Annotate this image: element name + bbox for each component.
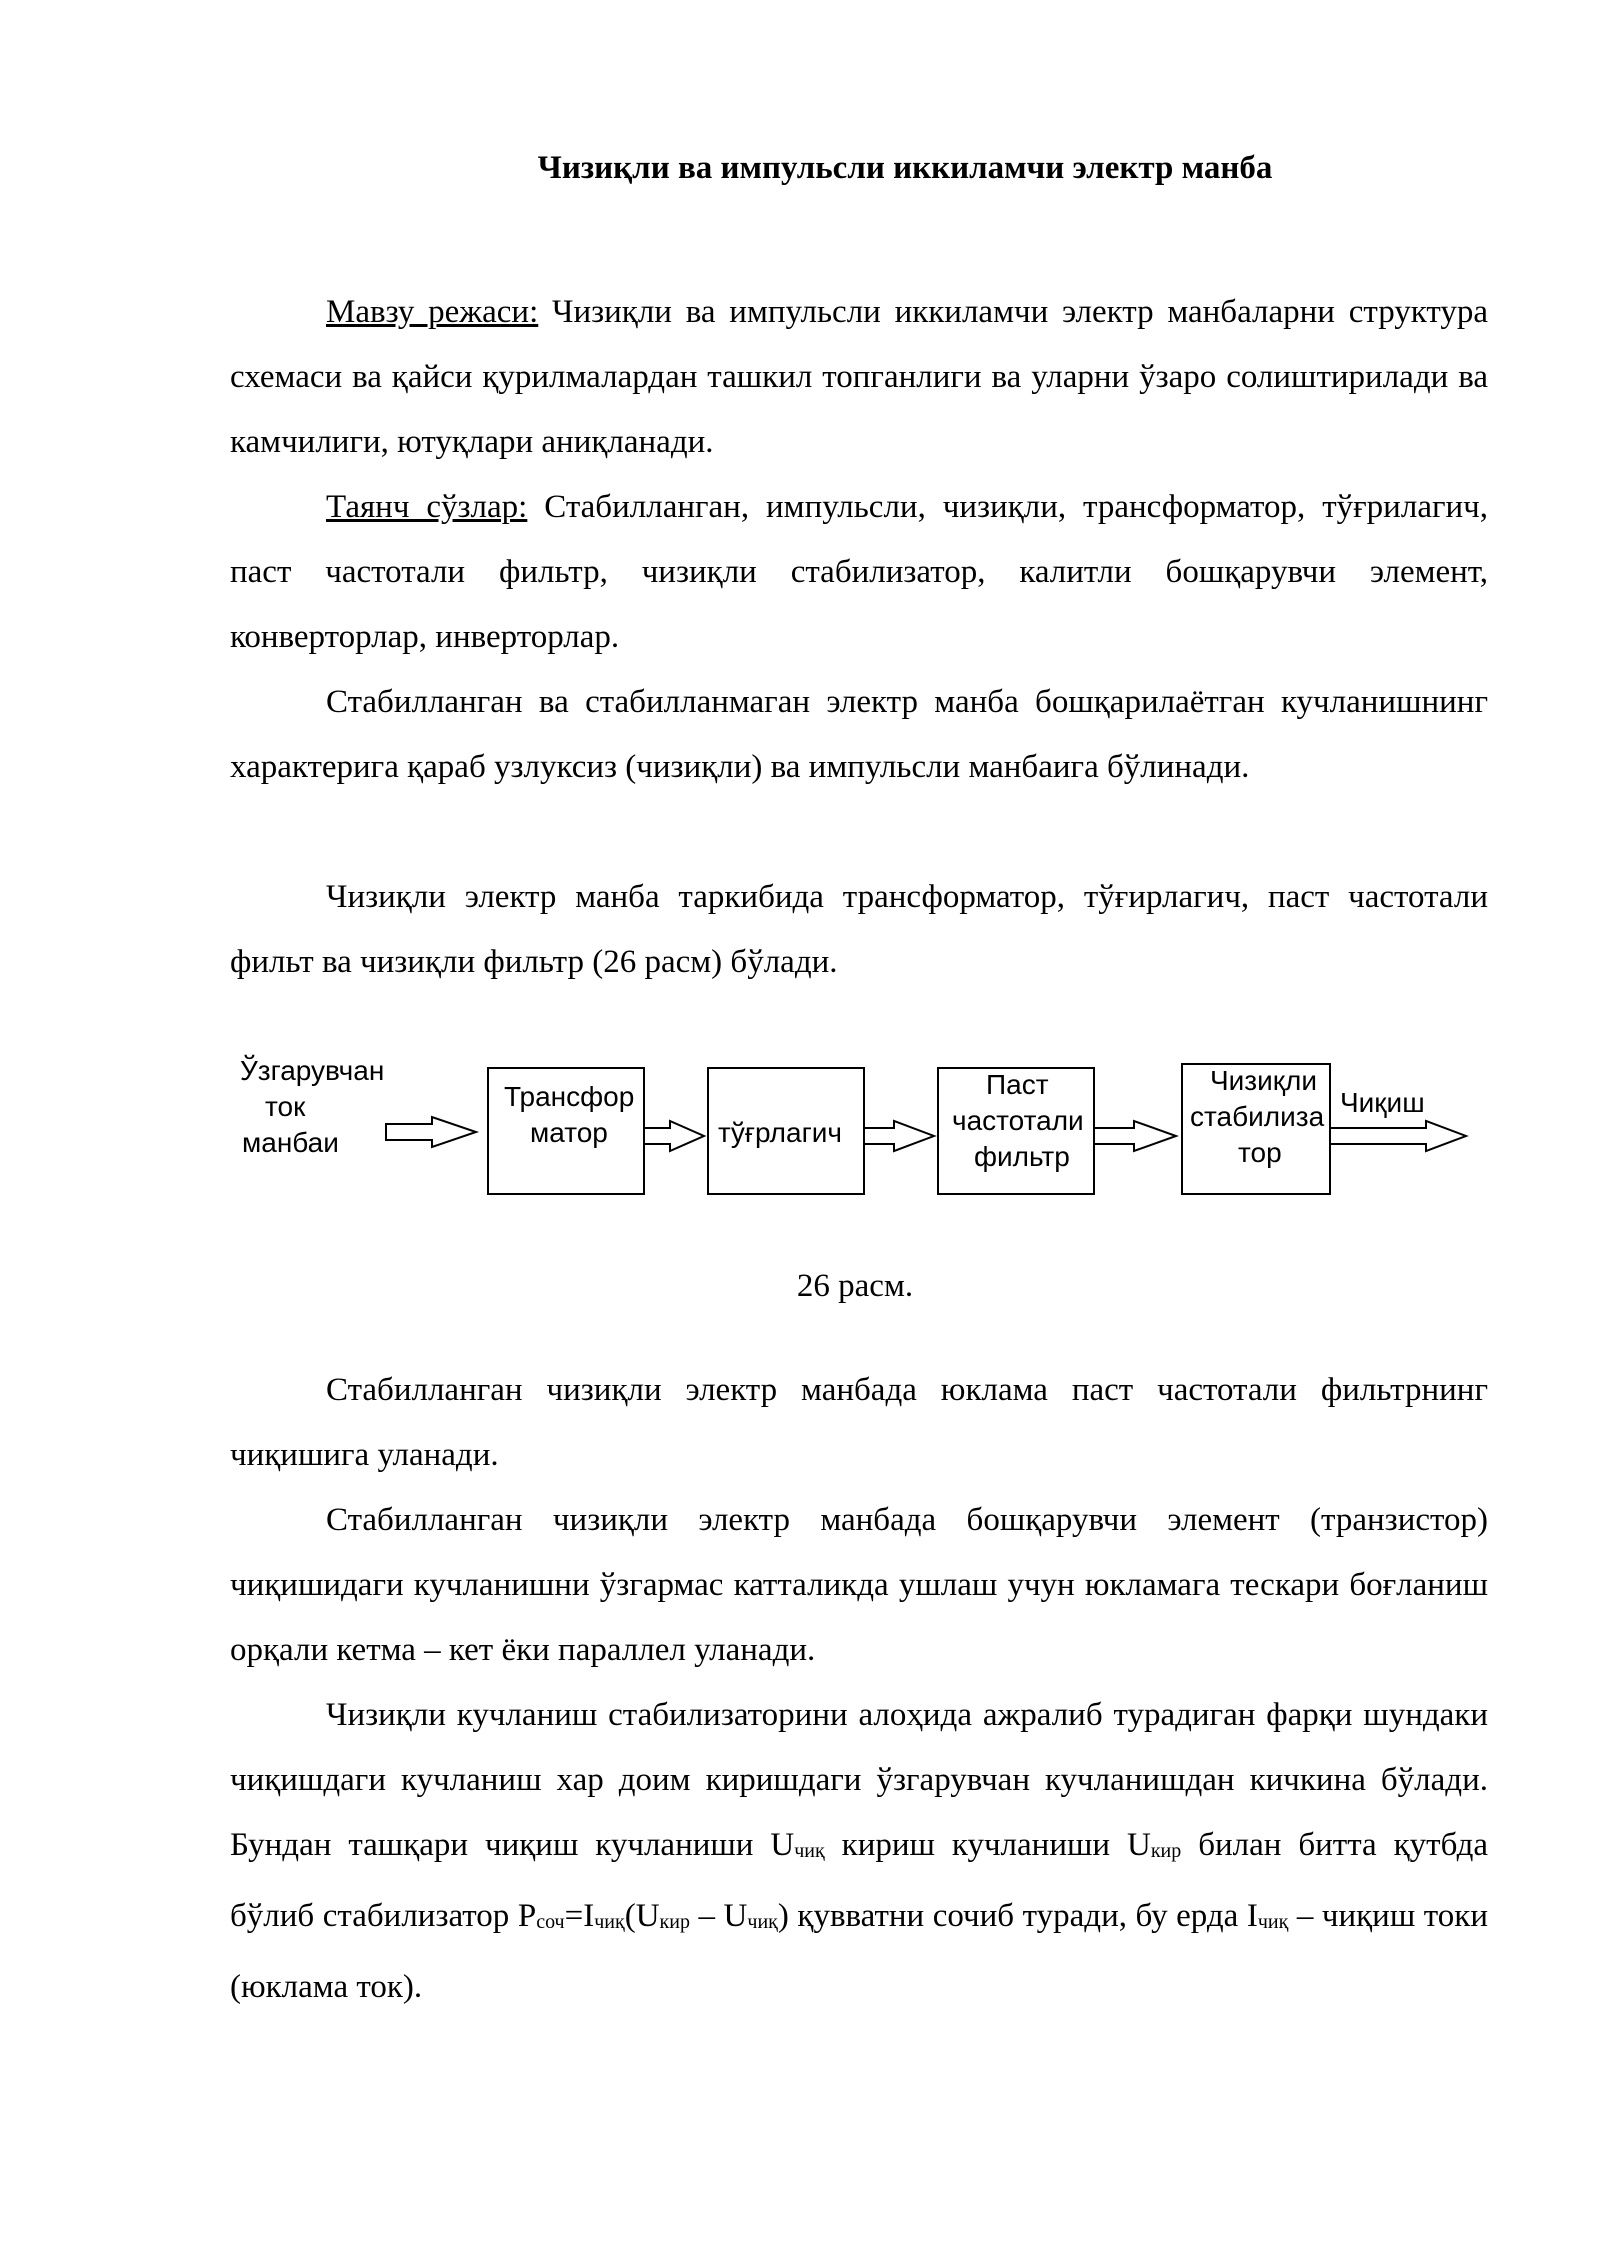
topic-plan-text: Чизиқли ва импульсли иккиламчи электр манбаларни структура схемаси ва қайси қурилмалардан ташкил топганлиги ва уларни ўзаро солиштирилади ва камчилиги, ютуқлари аниқланади. <box>230 294 1488 460</box>
p7-text-3: билан битта қутбда бўлиб стабилизатор P <box>230 1827 1489 1934</box>
block-transformer-line2: матор <box>530 1117 608 1148</box>
input-label-line1: Ўзгарувчан <box>240 1055 385 1086</box>
block-rectifier-line1: тўғрлагич <box>718 1117 843 1148</box>
arrow-rectifier-to-filter <box>864 1121 934 1151</box>
p7-subscript-4: чиқ <box>594 1911 625 1933</box>
p7-subscript-5: кир <box>659 1911 690 1933</box>
p7-text-8: – чиқиш токи (юклама ток). <box>230 1898 1488 2005</box>
block-diagram <box>230 1050 1488 1230</box>
p7-text-5: (U <box>624 1898 660 1934</box>
p7-text-4: =I <box>564 1898 595 1934</box>
block-filter-line3: фильтр <box>974 1141 1070 1172</box>
topic-plan-label: Мавзу режаси: <box>326 294 539 330</box>
paragraph-7 <box>230 1683 1488 2020</box>
paragraph-6: Стабилланган чизиқли электр манбада бошқарувчи элемент (транзистор) чиқишидаги кучланишни ўзгармас катталикда ушлаш учун юкламага тескари боғланиш орқали кетма – кет ёки параллел уланади. <box>230 1502 1488 1668</box>
paragraph-keywords <box>230 475 1488 670</box>
keywords-label: Таянч сўзлар: <box>326 489 528 525</box>
page-title: Чизиқли ва импульсли иккиламчи электр манба <box>537 150 1273 186</box>
block-stabilizer-line2: стабилиза <box>1190 1101 1325 1132</box>
paragraph-4: Чизиқли электр манба таркибида трансформатор, тўғирлагич, паст частотали фильт ва чизиқли фильтр (26 расм) бўлади. <box>230 879 1488 980</box>
input-label-line2: ток <box>265 1091 306 1122</box>
block-transformer-line1: Трансфор <box>504 1081 635 1112</box>
p7-subscript-1: чиқ <box>794 1840 825 1862</box>
input-label-line3: манбаи <box>242 1127 339 1158</box>
block-stabilizer-line1: Чизиқли <box>1210 1065 1318 1096</box>
paragraph-5: Стабилланган чизиқли электр манбада юклама паст частотали фильтрнинг чиқишига уланади. <box>230 1372 1488 1473</box>
p7-text-2: кириш кучланиши U <box>824 1827 1151 1863</box>
keywords-text: Стабилланган, импульсли, чизиқли, трансформатор, тўғрилагич, паст частотали фильтр, чизиқли стабилизатор, калитли бошқарувчи элемент, конверторлар, инверторлар. <box>230 489 1489 655</box>
paragraph-topic-plan <box>230 280 1488 475</box>
block-diagram-svg <box>230 1050 1488 1230</box>
p7-subscript-3: соч <box>536 1911 565 1933</box>
p7-text-1: Чизиқли кучланиш стабилизаторини алоҳида ажралиб турадиган фарқи шундаки чиқишдаги кучланиш хар доим киришдаги ўзгарувчан кучланишдан кичкина бўлади. Бундан ташқари чиқиш кучланиши U <box>230 1697 1488 1863</box>
arrow-filter-to-stabilizer <box>1094 1121 1176 1151</box>
block-filter-line1: Паст <box>986 1069 1049 1100</box>
p7-subscript-2: кир <box>1150 1840 1182 1862</box>
figure-caption: 26 расм. <box>796 1268 914 1304</box>
p7-subscript-7: чиқ <box>1257 1911 1289 1933</box>
arrow-input-to-transformer <box>386 1117 476 1147</box>
p7-text-7: ) қувватни сочиб туради, бу ерда I <box>777 1898 1258 1934</box>
p7-text-6: – U <box>689 1898 748 1934</box>
block-filter-line2: частотали <box>952 1105 1084 1136</box>
output-label: Чиқиш <box>1340 1087 1425 1118</box>
paragraph-3: Стабилланган ва стабилланмаган электр манба бошқарилаётган кучланишнинг характерига қараб узлуксиз (чизиқли) ва импульсли манбаига бўлинади. <box>230 684 1488 785</box>
p7-subscript-6: чиқ <box>747 1911 778 1933</box>
arrow-transformer-to-rectifier <box>644 1121 704 1151</box>
arrow-output <box>1330 1121 1466 1151</box>
block-stabilizer-line3: тор <box>1238 1137 1282 1168</box>
